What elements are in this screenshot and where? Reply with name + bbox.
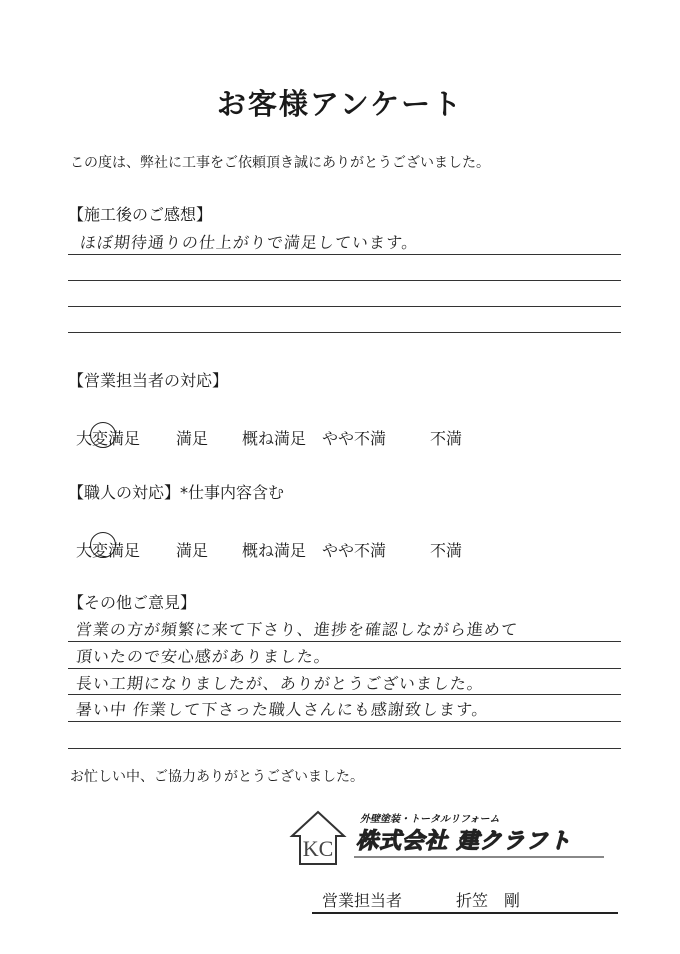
answer-line [68,641,621,642]
answer-line [68,748,621,749]
handwritten-answer: ほぼ期待通りの仕上がりで満足しています。 [78,233,420,252]
selection-circle [90,532,116,558]
section-other-heading: 【その他ご意見】 [68,593,197,612]
answer-line [68,332,621,333]
handwritten-answer: 暑い中 作業して下さった職人さんにも感謝致します。 [74,700,490,719]
handwritten-answer: 営業の方が頻繁に来て下さり、進捗を確認しながら進めて [74,620,519,639]
logo-tagline: 外壁塗装・トータルリフォーム [360,814,500,825]
closing-text: お忙しい中、ご協力ありがとうございました。 [70,769,364,785]
rating-option-mostly-satisfied[interactable]: 概ね満足 [242,541,307,560]
sales-rep-name: 折笠 剛 [456,891,521,910]
logo-underline [354,856,604,858]
answer-line [68,280,621,281]
answer-line [68,694,621,695]
handwritten-answer: 頂いたので安心感がありました。 [74,647,332,666]
signature-line [312,912,618,914]
selection-circle [90,422,116,448]
answer-line [68,668,621,669]
section-sales-heading: 【営業担当者の対応】 [68,371,229,390]
rating-option-mostly-satisfied[interactable]: 概ね満足 [242,429,307,448]
section-impression-heading: 【施工後のご感想】 [68,205,213,224]
rating-option-somewhat-dissatisfied[interactable]: やや不満 [322,429,387,448]
rating-option-satisfied[interactable]: 満足 [176,429,209,448]
company-logo [288,808,618,868]
section-craftsman-heading: 【職人の対応】*仕事内容含む [68,483,285,502]
rating-option-very-satisfied[interactable]: 大変満足 [76,429,141,448]
rating-option-satisfied[interactable]: 満足 [176,541,209,560]
answer-line [68,306,621,307]
rating-option-somewhat-dissatisfied[interactable]: やや不満 [322,541,387,560]
page-title: お客様アンケート [216,87,464,121]
rating-option-dissatisfied[interactable]: 不満 [430,429,463,448]
logo-company-name: 株式会社 建クラフト [356,829,572,854]
handwritten-answer: 長い工期になりましたが、ありがとうございました。 [74,674,485,693]
sales-rep-label: 営業担当者 [322,891,403,910]
answer-line [68,254,621,255]
intro-text: この度は、弊社に工事をご依頼頂き誠にありがとうございました。 [70,155,490,171]
house-logo-icon [288,808,348,868]
rating-option-very-satisfied[interactable]: 大変満足 [76,541,141,560]
rating-option-dissatisfied[interactable]: 不満 [430,541,463,560]
svg-text:KC: KC [302,836,334,861]
answer-line [68,721,621,722]
